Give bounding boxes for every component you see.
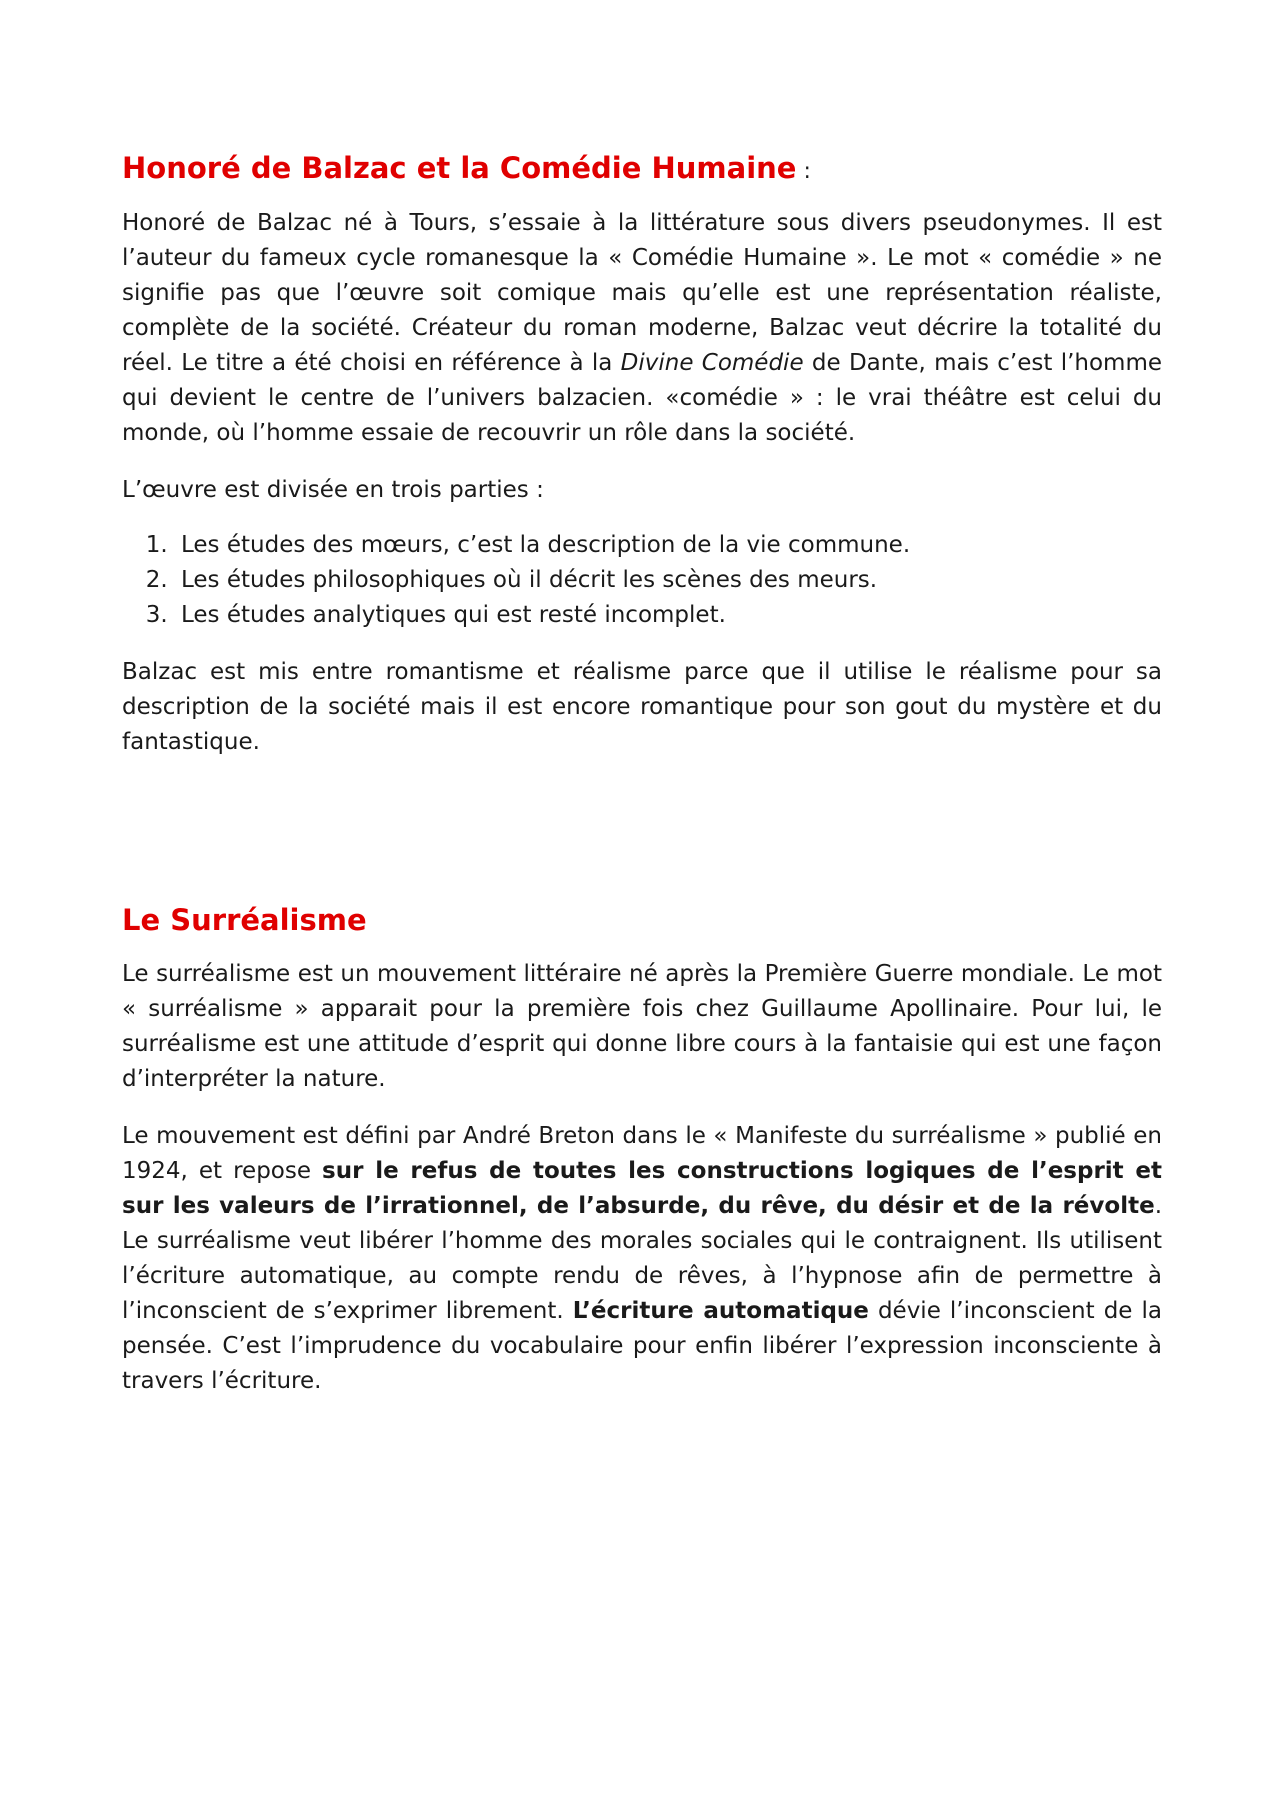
balzac-conclusion-paragraph: Balzac est mis entre romantisme et réalisme parce que il utilise le réalisme pour sa description de la société mais il est encore romantique pour son gout du mystère et du fantastique.: [122, 658, 1162, 755]
balzac-parts-intro: L’œuvre est divisée en trois parties :: [122, 476, 544, 503]
surrealisme-breton-paragraph: [122, 1119, 1162, 1399]
italic-work-title: Divine Comédie: [620, 349, 804, 376]
paragraph-text: dévie l’inconscient de la pensée. C’est l’imprudence du vocabulaire pour enfin libérer l’expression inconsciente à travers l’écriture.: [122, 1298, 1162, 1395]
list-item: 2. Les études philosophiques où il décrit les scènes des meurs.: [175, 563, 1162, 598]
section-title-suffix: :: [796, 159, 811, 184]
section-title-surrealisme: Le Surréalisme: [122, 902, 367, 937]
surrealisme-intro-paragraph: Le surréalisme est un mouvement littéraire né après la Première Guerre mondiale. Le mot « surréalisme » apparait pour la première fois chez Guillaume Apollinaire. Pour lui, le surréalisme est une attitude d’esprit qui donne libre cours à la fantaisie qui est une façon d’interpréter la nature.: [122, 961, 1162, 1093]
list-item: 1. Les études des mœurs, c’est la description de la vie commune.: [175, 528, 1162, 563]
parts-list: [122, 528, 1162, 633]
balzac-intro-paragraph: [122, 206, 1162, 451]
paragraph-text: Honoré de Balzac né à Tours, s’essaie à la littérature sous divers pseudonymes. Il est l’auteur du fameux cycle romanesque la « Comédie Humaine ». Le mot « comédie » ne signifie pas que l’œuvre soit comique mais qu’elle est une représentation réaliste, complète de la société. Créateur du roman moderne, Balzac veut décrire la totalité du réel. Le titre a été choisi en référence à la: [122, 209, 1162, 376]
section-title-balzac-text: Honoré de Balzac et la Comédie Humaine: [122, 151, 797, 185]
page-content: [122, 150, 1162, 1399]
paragraph-text: Le mouvement est défini par André Breton dans le « Manifeste du surréalisme » publié en 1924, et repose: [122, 1123, 1162, 1185]
bold-emphasis: L’écriture automatique: [572, 1298, 869, 1325]
paragraph-text: . Le surréalisme veut libérer l’homme des morales sociales qui le contraignent. Ils utilisent l’écriture automatique, au compte rendu de rêves, à l’hypnose afin de permettre à l’inconscient de s’exprimer librement.: [122, 1193, 1162, 1325]
section-title-balzac: [122, 150, 1162, 188]
paragraph-text: de Dante, mais c’est l’homme qui devient le centre de l’univers balzacien. «comédie » : le vrai théâtre est celui du monde, où l’homme essaie de recouvrir un rôle dans la société.: [122, 349, 1163, 446]
bold-emphasis: sur le refus de toutes les constructions logiques de l’esprit et sur les valeurs de l’irrationnel, de l’absurde, du rêve, du désir et de la révolte: [122, 1158, 1162, 1220]
list-item: 3. Les études analytiques qui est resté incomplet.: [175, 598, 1162, 633]
